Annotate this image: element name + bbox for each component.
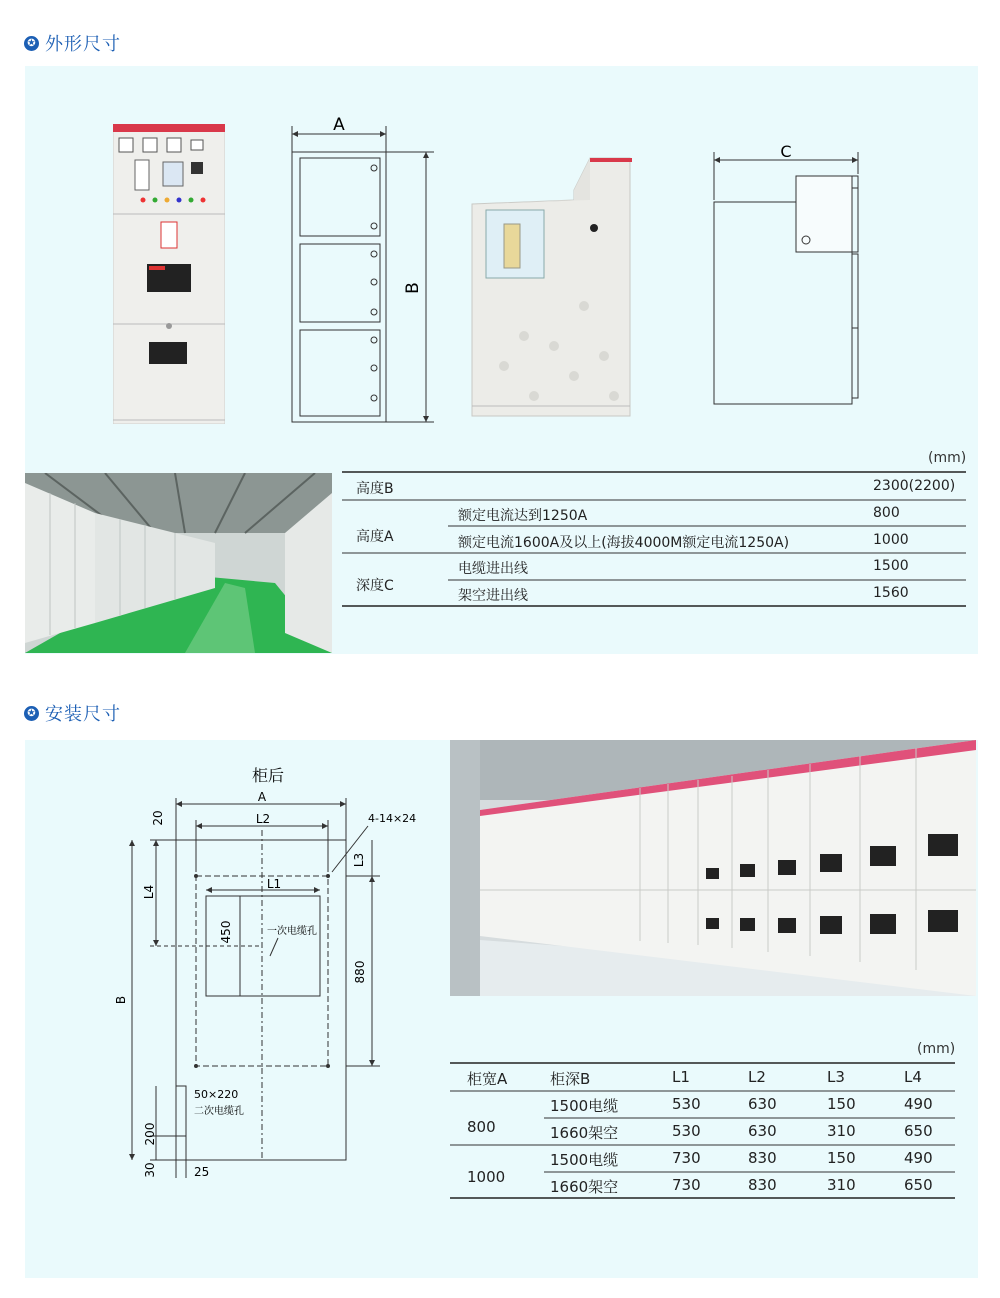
factory-photo-2 xyxy=(450,740,976,996)
cell-l3: 150 xyxy=(827,1149,856,1167)
dim-l2: L2 xyxy=(255,812,271,826)
header-cell: L2 xyxy=(748,1068,766,1086)
dim-label-b: B xyxy=(403,282,423,294)
side-outline-drawing xyxy=(706,138,866,410)
dim-50x220: 50×220 xyxy=(194,1088,239,1101)
cell-l4: 650 xyxy=(904,1176,933,1194)
install-drawing xyxy=(110,760,430,1182)
cabinet-front-photo xyxy=(113,124,225,424)
cell-l1: 530 xyxy=(672,1122,701,1140)
cabinet-side-photo xyxy=(464,156,636,422)
dim-a: A xyxy=(257,790,267,804)
header-cell: 柜宽A xyxy=(467,1070,508,1088)
cell-l2: 630 xyxy=(748,1122,777,1140)
dim-450: 450 xyxy=(219,920,233,944)
cell-l1: 730 xyxy=(672,1149,701,1167)
cell-l4: 490 xyxy=(904,1149,933,1167)
row-group: 深度C xyxy=(356,578,394,594)
row-value: 800 xyxy=(873,505,900,521)
header-cell: L4 xyxy=(904,1068,922,1086)
section-title-text: 外形尺寸 xyxy=(45,34,121,55)
header-cell: 柜深B xyxy=(550,1070,591,1088)
section-title-outline xyxy=(24,30,121,56)
dim-880: 880 xyxy=(353,960,367,984)
cell-l4: 650 xyxy=(904,1122,933,1140)
cell-l2: 830 xyxy=(748,1176,777,1194)
row-item: 额定电流1600A及以上(海拔4000M额定电流1250A) xyxy=(458,535,790,551)
cell-l2: 630 xyxy=(748,1095,777,1113)
dim-l4: L4 xyxy=(142,884,156,900)
cell-depth: 1500电缆 xyxy=(550,1097,619,1115)
dim-30: 30 xyxy=(143,1162,157,1178)
factory-photo-1 xyxy=(25,473,332,653)
star-icon: ✪ xyxy=(24,706,39,721)
dim-label-a: A xyxy=(333,115,345,135)
dim-hole-spec: 4-14×24 xyxy=(368,812,417,825)
dim-l3: L3 xyxy=(352,852,366,868)
row-item: 电缆进出线 xyxy=(458,561,528,577)
header-cell: L1 xyxy=(672,1068,690,1086)
dim-l1: L1 xyxy=(266,877,282,891)
dim-20: 20 xyxy=(151,810,165,826)
row-value: 1000 xyxy=(873,532,909,548)
row-group: 高度B xyxy=(356,481,394,497)
dim-200: 200 xyxy=(143,1122,157,1146)
cell-l3: 310 xyxy=(827,1122,856,1140)
header-cell: L3 xyxy=(827,1068,845,1086)
star-icon: ✪ xyxy=(24,36,39,51)
cell-depth: 1660架空 xyxy=(550,1178,619,1196)
cell-l4: 490 xyxy=(904,1095,933,1113)
row-item: 额定电流达到1250A xyxy=(458,508,588,524)
row-value: 2300(2200) xyxy=(873,478,956,494)
primary-hole-label: 一次电缆孔 xyxy=(267,926,317,937)
section-title-text: 安装尺寸 xyxy=(45,704,121,725)
row-group: 高度A xyxy=(356,529,394,545)
cell-l1: 730 xyxy=(672,1176,701,1194)
cell-width: 1000 xyxy=(467,1168,506,1186)
front-outline-drawing xyxy=(280,112,440,428)
table-unit: (mm) xyxy=(928,450,967,466)
cell-l3: 150 xyxy=(827,1095,856,1113)
row-item: 架空进出线 xyxy=(458,588,528,604)
secondary-hole-label: 二次电缆孔 xyxy=(194,1106,244,1117)
row-value: 1500 xyxy=(873,558,909,574)
cell-width: 800 xyxy=(467,1118,496,1136)
cell-l2: 830 xyxy=(748,1149,777,1167)
dim-b: B xyxy=(114,995,128,1005)
dim-label-c: C xyxy=(780,142,792,161)
row-value: 1560 xyxy=(873,585,909,601)
install-table-unit: (mm) xyxy=(917,1041,956,1057)
cell-depth: 1660架空 xyxy=(550,1124,619,1142)
install-table-lines xyxy=(450,1060,958,1202)
drawing-title: 柜后 xyxy=(251,766,285,785)
section-title-install xyxy=(24,700,121,726)
cell-depth: 1500电缆 xyxy=(550,1151,619,1169)
dim-25: 25 xyxy=(194,1165,210,1179)
cell-l3: 310 xyxy=(827,1176,856,1194)
cell-l1: 530 xyxy=(672,1095,701,1113)
